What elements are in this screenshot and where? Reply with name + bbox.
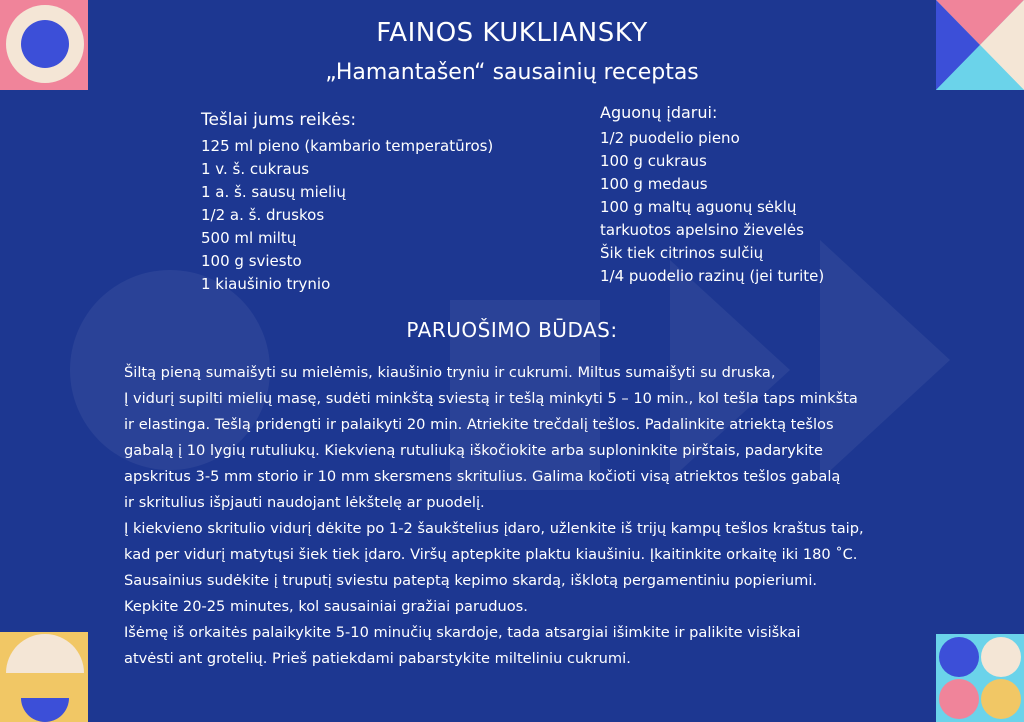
dough-ingredients-heading: Tešlai jums reikės: xyxy=(201,110,357,130)
list-item: 1 kiaušinio trynio xyxy=(201,275,331,293)
method-line: ir skritulius išpjauti naudojant lėkštelę ar puodelį. xyxy=(124,494,485,511)
list-item: 100 g cukraus xyxy=(600,152,707,170)
method-line: atvėsti ant grotelių. Prieš patiekdami pabarstykite milteliniu cukrumi. xyxy=(124,650,631,667)
page-title: FAINOS KUKLIANSKY xyxy=(376,18,648,48)
method-line: gabalą į 10 lygių rutuliukų. Kiekvieną rutuliuką iškočiokite arba suploninkite pirštais, padarykite xyxy=(124,442,824,459)
method-line: Sausainius sudėkite į truputį sviestu pateptą kepimo skardą, išklotą pergamentiniu popieriumi. xyxy=(124,572,818,589)
list-item: 1 a. š. sausų mielių xyxy=(201,183,346,201)
list-item: 1/2 puodelio pieno xyxy=(600,129,740,147)
filling-ingredients-heading: Aguonų įdarui: xyxy=(600,103,718,122)
method-line: Kepkite 20-25 minutes, kol sausainiai gražiai paruduos. xyxy=(124,598,528,615)
list-item: 1/2 a. š. druskos xyxy=(201,206,325,224)
corner-decoration-bottom-left xyxy=(0,632,88,722)
method-heading: PARUOŠIMO BŪDAS: xyxy=(406,318,618,342)
list-item: 1 v. š. cukraus xyxy=(201,160,310,178)
list-item: 1/4 puodelio razinų (jei turite) xyxy=(600,267,825,285)
method-line: Šiltą pieną sumaišyti su mielėmis, kiaušinio tryniu ir cukrumi. Miltus sumaišyti su druska, xyxy=(124,364,776,381)
list-item: tarkuotos apelsino žievelės xyxy=(600,221,804,239)
list-item: 100 g maltų aguonų sėklų xyxy=(600,198,797,216)
circle-shape xyxy=(939,679,979,719)
method-line: Į vidurį supilti mielių masę, sudėti minkštą sviestą ir tešlą minkyti 5 – 10 min., kol tešla taps minkšta xyxy=(124,390,858,407)
list-item: 100 g medaus xyxy=(600,175,708,193)
corner-decoration-bottom-right xyxy=(936,634,1024,722)
page-subtitle: „Hamantašen“ sausainių receptas xyxy=(325,60,699,85)
circle-shape xyxy=(981,679,1021,719)
circle-shape xyxy=(981,637,1021,677)
list-item: 125 ml pieno (kambario temperatūros) xyxy=(201,137,494,155)
dough-ingredients-list xyxy=(201,110,493,296)
method-line: ir elastinga. Tešlą pridengti ir palaikyti 20 min. Atriekite trečdalį tešlos. Padalinkite atriektą tešlos xyxy=(124,416,834,433)
list-item: Šik tiek citrinos sulčių xyxy=(600,244,764,262)
method-text xyxy=(124,360,924,672)
method-line: kad per vidurį matytųsi šiek tiek įdaro. Viršų aptepkite plaktu kiaušiniu. Įkaitinkite orkaitę iki 180 ˚C. xyxy=(124,546,858,563)
list-item: 100 g sviesto xyxy=(201,252,302,270)
method-line: Į kiekvieno skritulio vidurį dėkite po 1-2 šaukštelius įdaro, užlenkite iš trijų kampų tešlos kraštus taip, xyxy=(124,520,864,537)
list-item: 500 ml miltų xyxy=(201,229,297,247)
method-line: apskritus 3-5 mm storio ir 10 mm skersmens skritulius. Galima kočioti visą atriektos tešlos gabalą xyxy=(124,468,841,485)
filling-ingredients-list xyxy=(600,103,824,288)
circle-shape xyxy=(939,637,979,677)
method-line: Išėmę iš orkaitės palaikykite 5-10 minučių skardoje, tada atsargiai išimkite ir palikite visiškai xyxy=(124,624,801,641)
half-circle-shape xyxy=(21,674,69,722)
